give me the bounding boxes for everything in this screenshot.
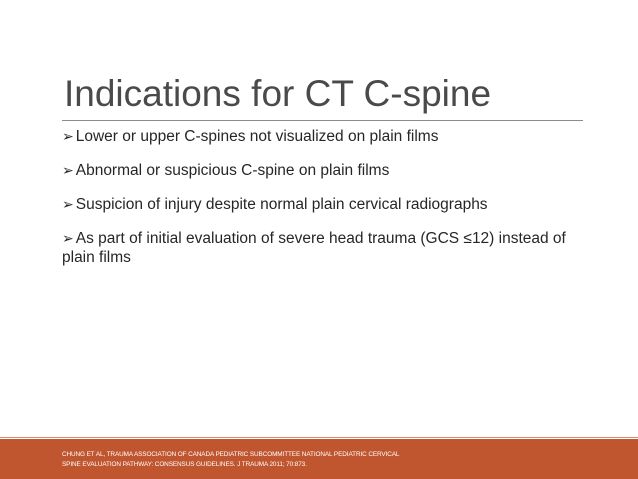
slide-title: Indications for CT C-spine	[64, 73, 492, 114]
bullet-list	[62, 127, 590, 282]
bullet-text: Suspicion of injury despite normal plain cervical radiographs	[75, 196, 488, 213]
bullet-item	[62, 161, 590, 180]
arrow-bullet-icon: ➢	[62, 128, 74, 144]
arrow-bullet-icon: ➢	[62, 230, 74, 246]
citation-line-2: SPINE EVALUATION PATHWAY: CONSENSUS GUIDELINES. J TRAUMA 2011; 70:873.	[62, 461, 307, 468]
footer-divider	[0, 437, 638, 438]
bullet-text: Lower or upper C-spines not visualized on plain films	[75, 128, 439, 145]
bullet-text: As part of initial evaluation of severe head trauma (GCS ≤12) instead of plain films	[62, 230, 566, 266]
title-divider	[62, 120, 583, 121]
footer-citation	[62, 450, 482, 470]
bullet-item	[62, 127, 590, 146]
arrow-bullet-icon: ➢	[62, 162, 74, 178]
citation-line-1: CHUNG ET AL, TRAUMA ASSOCIATION OF CANADA PEDIATRIC SUBCOMMITTEE NATIONAL PEDIATRIC CERVICAL	[62, 451, 400, 458]
bullet-item	[62, 195, 590, 214]
bullet-text: Abnormal or suspicious C-spine on plain films	[75, 162, 390, 179]
arrow-bullet-icon: ➢	[62, 196, 74, 212]
bullet-item	[62, 229, 590, 267]
